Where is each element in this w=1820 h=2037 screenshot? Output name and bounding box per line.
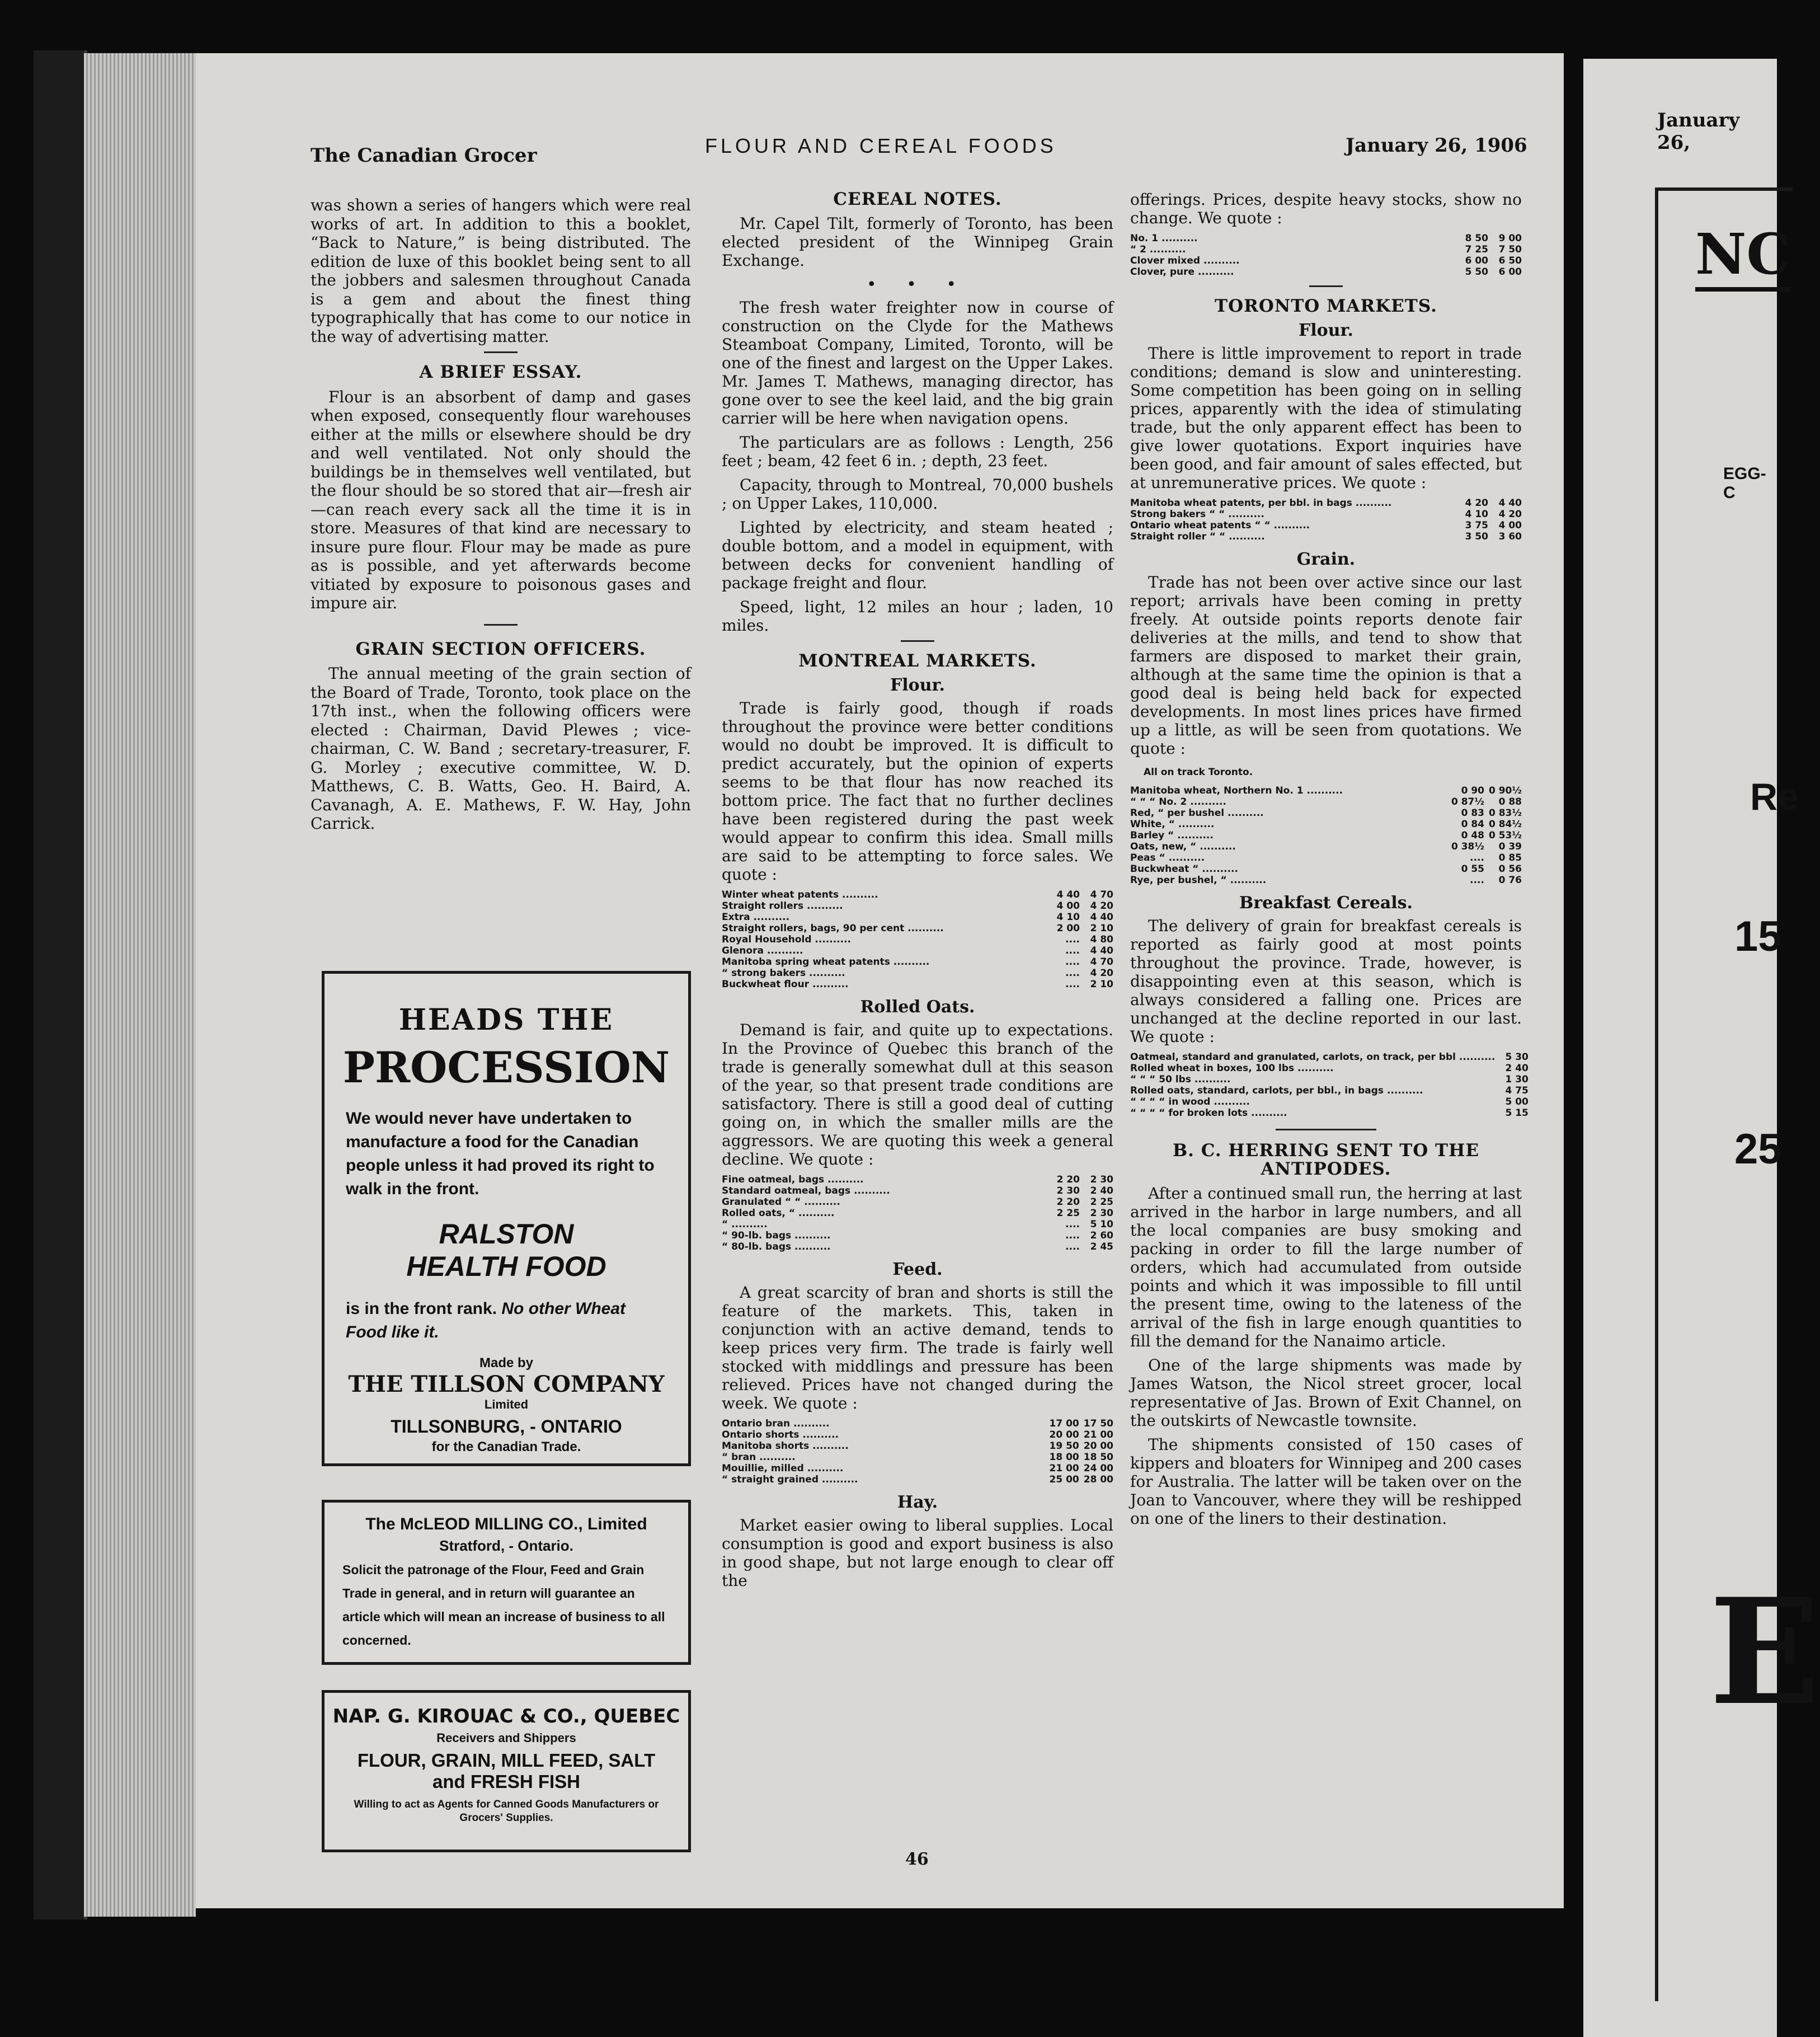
quote-label: Buckwheat “ .......... — [1130, 863, 1238, 875]
hay-continued: offerings. Prices, despite heavy stocks, show no change. We quote : — [1130, 190, 1522, 227]
intro-paragraph: was shown a series of hangers which were real works of art. In addition to this a booklet, “Back to Nature,” is being distributed. The edition de luxe of this booklet being sent to all the jobbers and salesmen throughout Canada is a gem and about the finest thing typographically that has come to our notice in the way of advertising matter. — [311, 196, 691, 346]
quote-label: Manitoba wheat patents, per bbl. in bags .......... — [1130, 497, 1392, 509]
column-2 — [722, 190, 1113, 1595]
quote-label: Clover mixed .......... — [1130, 255, 1240, 266]
mcleod-ad — [322, 1500, 691, 1665]
quote-row — [1130, 785, 1522, 796]
quote-row — [1130, 808, 1522, 819]
quote-label: “ straight grained .......... — [722, 1474, 858, 1485]
quote-row — [1130, 244, 1522, 255]
quote-label: “ 80-lb. bags .......... — [722, 1241, 831, 1252]
ad-body: We would never have undertaken to manufacture a food for the Canadian people unless it had proved its right to walk in the front. — [346, 1109, 655, 1198]
quote-price: 4 00 — [1498, 520, 1522, 531]
next-page-big-letter: E — [1709, 1567, 1820, 1738]
cereal-p5: Lighted by electricity, and steam heated ; double bottom, and a model in equipment, with between decks for convenient handling of package freight and flour. — [722, 518, 1113, 592]
herring-heading: B. C. HERRING SENT TO THE ANTIPODES. — [1172, 1140, 1480, 1179]
quote-price: 0 84½ — [1488, 819, 1522, 830]
quote-label: “ strong bakers .......... — [722, 968, 845, 979]
quote-price: 2 25 — [1090, 1196, 1113, 1208]
dot-separator: • • • — [866, 275, 969, 294]
mcleod-title: The McLEOD MILLING CO., Limited — [365, 1515, 647, 1533]
quote-price: 2 10 — [1090, 923, 1113, 934]
quote-row — [1130, 796, 1522, 808]
quote-label: Ontario wheat patents “ “ .......... — [1130, 520, 1310, 531]
quote-row — [1130, 852, 1522, 863]
quote-row — [1130, 1085, 1529, 1096]
quote-price — [1495, 1107, 1501, 1119]
quote-row — [722, 1196, 1113, 1208]
quote-label: Royal Household .......... — [722, 934, 852, 945]
rolled-oats-quotes — [722, 1174, 1113, 1252]
quote-label: “ .......... — [722, 1219, 768, 1230]
divider — [901, 640, 934, 642]
quote-label: Rolled wheat in boxes, 100 lbs .......... — [1130, 1063, 1334, 1074]
quote-price: .... — [1065, 934, 1080, 945]
quote-price — [1495, 1096, 1501, 1107]
quote-row — [722, 945, 1113, 956]
kirouac-sub: Receivers and Shippers — [436, 1731, 576, 1745]
grain-subhead: All on track Toronto. — [1144, 767, 1253, 778]
quote-row — [722, 956, 1113, 968]
column-3 — [1130, 190, 1529, 1533]
quote-price: 4 40 — [1090, 945, 1113, 956]
quote-row — [722, 1440, 1113, 1452]
montreal-flour-quotes — [722, 889, 1113, 990]
quote-label: “ “ “ “ for broken lots .......... — [1130, 1107, 1287, 1119]
page-number: 46 — [905, 1850, 929, 1869]
quote-price: 0 53½ — [1488, 830, 1522, 841]
quote-price: 28 00 — [1083, 1474, 1113, 1485]
quote-price: 0 83½ — [1488, 808, 1522, 819]
quote-price: 5 00 — [1505, 1096, 1529, 1107]
quote-price: 2 60 — [1090, 1230, 1113, 1241]
quote-label: Clover, pure .......... — [1130, 266, 1234, 278]
quote-label: Extra .......... — [722, 912, 790, 923]
grain-heading: Grain. — [1296, 550, 1356, 569]
quote-label: Strong bakers “ “ .......... — [1130, 509, 1264, 520]
quote-price — [1495, 1052, 1501, 1063]
quote-price: 0 76 — [1498, 875, 1522, 886]
rolled-oats-text: Demand is fair, and quite up to expectations. In the Province of Quebec this branch of the trade is generally somewhat dull at this season of the year, so that present trade conditions are satisfactory. There is still a good deal of cutting going on, in which the smaller mills are the aggressors. We are quoting this week a general decline. We quote : — [722, 1021, 1113, 1168]
toronto-flour-text: There is little improvement to report in trade conditions; demand is slow and uninteresting. Some competition has been going on in selling prices, apparently with the idea of stimulating trade, but the only apparent effect has been to give lower quotations. Export inquiries have been good, and fair amount of sales effected, but at unremunerative prices. We quote : — [1130, 344, 1522, 492]
quote-price: 4 40 — [1090, 912, 1113, 923]
quote-price: 0 56 — [1498, 863, 1522, 875]
quote-price: 3 75 — [1465, 520, 1488, 531]
quote-label: Winter wheat patents .......... — [722, 889, 878, 900]
quote-label: Rolled oats, standard, carlots, per bbl., in bags .......... — [1130, 1085, 1423, 1096]
ad-tagline: No other Wheat Food like it. — [346, 1299, 626, 1341]
page-edges — [84, 53, 196, 1917]
ralston-ad — [322, 971, 691, 1466]
quote-price: 18 50 — [1083, 1452, 1113, 1463]
quote-price: 6 00 — [1498, 266, 1522, 278]
quote-price: 4 40 — [1056, 889, 1080, 900]
quote-label: Mouillie, milled .......... — [722, 1463, 844, 1474]
essay-heading: A BRIEF ESSAY. — [419, 362, 582, 382]
quote-price: 18 00 — [1049, 1452, 1079, 1463]
feed-heading: Feed. — [892, 1260, 943, 1279]
hay-heading: Hay. — [897, 1492, 938, 1512]
ad-city: TILLSONBURG, - ONTARIO — [391, 1416, 622, 1437]
quote-price: 4 70 — [1090, 889, 1113, 900]
quote-price: 17 00 — [1049, 1418, 1079, 1429]
montreal-heading: MONTREAL MARKETS. — [798, 651, 1037, 671]
quote-price: 4 20 — [1465, 497, 1488, 509]
header-date: January 26, 1906 — [1346, 134, 1527, 157]
ad-product-1: RALSTON — [439, 1218, 574, 1250]
quote-row — [722, 889, 1113, 900]
ad-limited: Limited — [484, 1397, 529, 1411]
quote-price: 0 84 — [1461, 819, 1484, 830]
hay-text: Market easier owing to liberal supplies. Local consumption is good and export business is also in good shape, but not large enough to clear off the — [722, 1516, 1113, 1590]
quote-price: 20 00 — [1083, 1440, 1113, 1452]
next-page-re: Re — [1750, 776, 1799, 818]
next-page-header: January 26, — [1657, 109, 1740, 154]
quote-row — [1130, 819, 1522, 830]
header-section-title: FLOUR AND CEREAL FOODS — [705, 134, 1057, 157]
quote-price: 4 20 — [1090, 900, 1113, 912]
quote-price: 2 20 — [1056, 1174, 1080, 1185]
quote-price: 4 80 — [1090, 934, 1113, 945]
quote-price: 2 30 — [1056, 1185, 1080, 1196]
quote-price: 4 70 — [1090, 956, 1113, 968]
quote-label: Peas “ .......... — [1130, 852, 1205, 863]
quote-price: 4 20 — [1090, 968, 1113, 979]
grain-quotes — [1130, 785, 1522, 886]
quote-label: Standard oatmeal, bags .......... — [722, 1185, 890, 1196]
quote-row — [1130, 1107, 1529, 1119]
quote-label: Barley “ .......... — [1130, 830, 1214, 841]
quote-price: 0 83 — [1461, 808, 1484, 819]
kirouac-line1: FLOUR, GRAIN, MILL FEED, SALT — [357, 1750, 656, 1771]
cereal-p6: Speed, light, 12 miles an hour ; laden, 10 miles. — [722, 598, 1113, 635]
quote-price: 19 50 — [1049, 1440, 1079, 1452]
quote-row — [1130, 255, 1522, 266]
toronto-flour-quotes — [1130, 497, 1522, 542]
quote-row — [722, 1241, 1113, 1252]
essay-paragraph: Flour is an absorbent of damp and gases when exposed, consequently flour warehouses either at the mills or elsewhere should be dry and well ventilated. Not only should the buildings be in themselves well ventilated, but the flour should be so stored that air—fresh air—can reach every sack all the time it is in store. Measures of that kind are necessary to insure pure flour. Flour may be made as pure as is possible, and yet afterwards become vitiated by exposure to poisonous gases and impure air. — [311, 387, 691, 612]
quote-price: 0 90½ — [1488, 785, 1522, 796]
quote-price — [1495, 1074, 1501, 1085]
breakfast-heading: Breakfast Cereals. — [1239, 893, 1413, 913]
ad-procession: PROCESSION — [342, 1043, 670, 1092]
quote-row — [1130, 830, 1522, 841]
quote-price: .... — [1065, 968, 1080, 979]
kirouac-note: Willing to act as Agents for Canned Goods Manufacturers or Grocers' Supplies. — [354, 1799, 659, 1824]
quote-label: “ 90-lb. bags .......... — [722, 1230, 831, 1241]
next-page-letters: NC — [1695, 221, 1791, 292]
grain-officers-paragraph: The annual meeting of the grain section of the Board of Trade, Toronto, took place on the 17th inst., when the following officers were elected : Chairman, David Plewes ; vice-chairman, C. W. Band ; secretary-treasurer, F. G. Morley ; executive committee, W. D. Matthews, C. B. Watts, Geo. H. Baird, A. Cavanagh, A. E. Mathews, F. W. Hay, John Carrick. — [311, 664, 691, 833]
quote-row — [1130, 1096, 1529, 1107]
ad-heads-the: HEADS THE — [398, 1003, 614, 1037]
divider — [1276, 1129, 1376, 1130]
feed-text: A great scarcity of bran and shorts is still the feature of the markets. This, taken in conjunction with an active demand, tends to keep prices very firm. The trade is fairly well stocked with middlings and pressure has been relieved. Prices have not changed during the week. We quote : — [722, 1283, 1113, 1412]
divider — [1309, 285, 1343, 287]
quote-row — [722, 1452, 1113, 1463]
grain-officers-heading: GRAIN SECTION OFFICERS. — [355, 639, 646, 659]
quote-price: .... — [1470, 852, 1484, 863]
quote-price: .... — [1065, 1241, 1080, 1252]
ad-rank-line — [325, 1297, 688, 1344]
quote-price: 21 00 — [1049, 1463, 1079, 1474]
quote-label: Oats, new, “ .......... — [1130, 841, 1236, 852]
quote-price: .... — [1065, 1219, 1080, 1230]
quote-label: Rye, per bushel, “ .......... — [1130, 875, 1267, 886]
ad-product-2: HEALTH FOOD — [406, 1251, 606, 1282]
quote-price: .... — [1470, 875, 1484, 886]
cereal-notes-heading: CEREAL NOTES. — [833, 189, 1002, 209]
quote-row — [722, 900, 1113, 912]
quote-price: 2 00 — [1056, 923, 1080, 934]
quote-price: 2 30 — [1090, 1208, 1113, 1219]
quote-price: 25 00 — [1049, 1474, 1079, 1485]
quote-price: 7 25 — [1465, 244, 1488, 255]
quote-row — [722, 1418, 1113, 1429]
montreal-flour-text: Trade is fairly good, though if roads throughout the province were better conditions would no doubt be improved. It is difficult to predict accurately, but the opinion of experts seems to be that flour has now reached its bottom price. The fact that no further declines have been registered during the past week would appear to confirm this idea. Small mills are said to be attempting to force sales. We quote : — [722, 699, 1113, 884]
feed-quotes — [722, 1418, 1113, 1485]
quote-row — [722, 912, 1113, 923]
quote-price: 5 50 — [1465, 266, 1488, 278]
toronto-flour-heading: Flour. — [1298, 321, 1353, 340]
quote-row — [722, 1429, 1113, 1440]
quote-row — [722, 1185, 1113, 1196]
quote-price: 2 20 — [1056, 1196, 1080, 1208]
quote-label: Straight rollers, bags, 90 per cent .......... — [722, 923, 944, 934]
quote-price: .... — [1065, 945, 1080, 956]
column-1 — [311, 196, 691, 839]
quote-price: .... — [1065, 956, 1080, 968]
quote-price: .... — [1065, 979, 1080, 990]
quote-row — [722, 1208, 1113, 1219]
quote-row — [722, 1474, 1113, 1485]
quote-label: White, “ .......... — [1130, 819, 1215, 830]
quote-price: 0 90 — [1461, 785, 1484, 796]
quote-label: Ontario bran .......... — [722, 1418, 830, 1429]
cereal-p4: Capacity, through to Montreal, 70,000 bushels ; on Upper Lakes, 110,000. — [722, 476, 1113, 513]
quote-price: 0 85 — [1498, 852, 1522, 863]
ad-trade: for the Canadian Trade. — [431, 1439, 581, 1454]
quote-label: “ 2 .......... — [1130, 244, 1186, 255]
quote-price: 5 10 — [1090, 1219, 1113, 1230]
quote-label: Ontario shorts .......... — [722, 1429, 839, 1440]
quote-price: 4 75 — [1505, 1085, 1529, 1096]
quote-price: 2 45 — [1090, 1241, 1113, 1252]
herring-p1: After a continued small run, the herring at last arrived in the harbor in large numbers, and all the local companies are busy smoking and packing in order to fill the large number of orders, which had accumulated from outside points and which it was impossible to fill until the present time, owing to the lateness of the arrival of the fish in large enough quantities to fill the demand for the Nanaimo article. — [1130, 1184, 1522, 1350]
toronto-heading: TORONTO MARKETS. — [1215, 296, 1437, 316]
quote-price: 24 00 — [1083, 1463, 1113, 1474]
quote-row — [1130, 841, 1522, 852]
mcleod-body: Solicit the patronage of the Flour, Feed and Grain Trade in general, and in return will guarantee an article which will mean an increase of business to all concerned. — [342, 1562, 665, 1648]
montreal-flour-heading: Flour. — [890, 675, 945, 695]
quote-price: 0 48 — [1461, 830, 1484, 841]
quote-label: Fine oatmeal, bags .......... — [722, 1174, 864, 1185]
quote-label: Straight rollers .......... — [722, 900, 843, 912]
breakfast-text: The delivery of grain for breakfast cereals is reported as fairly good at most points throughout the province. Trade, however, is disappointing even at this season, which is always considered a falling one. Prices are unchanged at the decline reported in our last. We quote : — [1130, 917, 1522, 1046]
herring-p3: The shipments consisted of 150 cases of kippers and bloaters for Winnipeg and 200 cases for Australia. The latter will be taken over on the Joan to Vancouver, where they will be reshipped on one of the liners to their destination. — [1130, 1435, 1522, 1528]
quote-price: 2 30 — [1090, 1174, 1113, 1185]
quote-label: “ “ “ 50 lbs .......... — [1130, 1074, 1231, 1085]
cereal-p1: Mr. Capel Tilt, formerly of Toronto, has been elected president of the Winnipeg Grain Exchange. — [722, 214, 1113, 270]
cereal-p3: The particulars are as follows : Length, 256 feet ; beam, 42 feet 6 in. ; depth, 23 feet. — [722, 433, 1113, 470]
quote-price: 4 00 — [1056, 900, 1080, 912]
quote-price: 4 10 — [1465, 509, 1488, 520]
quote-price: .... — [1065, 1230, 1080, 1241]
header-publication: The Canadian Grocer — [311, 144, 537, 167]
quote-price: 5 30 — [1505, 1052, 1529, 1063]
quote-price: 0 55 — [1461, 863, 1484, 875]
quote-price: 1 30 — [1505, 1074, 1529, 1085]
quote-row — [1130, 520, 1522, 531]
quote-price: 6 50 — [1498, 255, 1522, 266]
kirouac-line2: and FRESH FISH — [432, 1771, 581, 1792]
quote-price: 8 50 — [1465, 233, 1488, 244]
quote-label: Buckwheat flour .......... — [722, 979, 849, 990]
quote-label: “ “ “ “ in wood .......... — [1130, 1096, 1250, 1107]
quote-label: Glenora .......... — [722, 945, 803, 956]
breakfast-quotes — [1130, 1052, 1529, 1119]
quote-price: 5 15 — [1505, 1107, 1529, 1119]
quote-row — [1130, 233, 1522, 244]
quote-row — [1130, 1063, 1529, 1074]
next-page-25: 25 — [1734, 1125, 1782, 1173]
quote-row — [1130, 1052, 1529, 1063]
quote-row — [722, 1174, 1113, 1185]
grain-text: Trade has not been over active since our last report; arrivals have been coming in pretty freely. At outside points reports denote fair deliveries at the mills, and tend to show that farmers are disposed to market their grain, although at the same time the opinion is that a good deal is being held back for expected developments. In most lines prices have firmed up a little, as will be seen from quotations. We quote : — [1130, 573, 1522, 758]
herring-p2: One of the large shipments was made by James Watson, the Nicol street grocer, local representative of Jas. Brown of Exit Channel, on the outskirts of Newcastle townsite. — [1130, 1356, 1522, 1430]
quote-label: Manitoba wheat, Northern No. 1 .......... — [1130, 785, 1343, 796]
quote-price: 3 50 — [1465, 531, 1488, 542]
quote-row — [1130, 266, 1522, 278]
quote-row — [722, 979, 1113, 990]
ad-made-by: Made by — [479, 1355, 534, 1370]
quote-price: 2 40 — [1505, 1063, 1529, 1074]
divider — [484, 624, 518, 626]
quote-price: 0 87½ — [1451, 796, 1484, 808]
quote-price: 2 40 — [1090, 1185, 1113, 1196]
quote-price: 0 39 — [1498, 841, 1522, 852]
hay-quotes — [1130, 233, 1522, 278]
quote-label: Red, “ per bushel .......... — [1130, 808, 1264, 819]
divider — [484, 351, 518, 353]
quote-row — [722, 1230, 1113, 1241]
quote-price: 0 88 — [1498, 796, 1522, 808]
rolled-oats-heading: Rolled Oats. — [860, 997, 975, 1017]
next-page-egg: EGG-C — [1723, 464, 1766, 502]
quote-row — [722, 968, 1113, 979]
quote-price: 2 25 — [1056, 1208, 1080, 1219]
quote-price: 7 50 — [1498, 244, 1522, 255]
quote-price — [1495, 1085, 1501, 1096]
quote-row — [1130, 531, 1522, 542]
quote-row — [722, 934, 1113, 945]
quote-label: Oatmeal, standard and granulated, carlots, on track, per bbl .......... — [1130, 1052, 1495, 1063]
quote-price: 0 38½ — [1451, 841, 1484, 852]
quote-price: 4 10 — [1056, 912, 1080, 923]
quote-row — [1130, 1074, 1529, 1085]
quote-price: 3 60 — [1498, 531, 1522, 542]
quote-row — [722, 923, 1113, 934]
quote-row — [722, 1463, 1113, 1474]
quote-price: 9 00 — [1498, 233, 1522, 244]
quote-price: 4 40 — [1498, 497, 1522, 509]
quote-label: “ bran .......... — [722, 1452, 796, 1463]
quote-price — [1495, 1063, 1501, 1074]
quote-label: Granulated “ “ .......... — [722, 1196, 840, 1208]
mcleod-city: Stratford, - Ontario. — [439, 1537, 573, 1554]
ad-company: THE TILLSON COMPANY — [348, 1371, 665, 1397]
quote-label: Manitoba spring wheat patents .......... — [722, 956, 930, 968]
quote-price: 2 10 — [1090, 979, 1113, 990]
quote-label: Straight roller “ “ .......... — [1130, 531, 1265, 542]
cereal-p2: The fresh water freighter now in course of construction on the Clyde for the Mathews Steamboat Company, Limited, Toronto, will be one of the finest and largest on the Upper Lakes. Mr. James T. Mathews, managing director, has gone over to see the keel laid, and the big grain carrier will be here when navigation opens. — [722, 298, 1113, 428]
quote-price: 6 00 — [1465, 255, 1488, 266]
quote-row — [1130, 509, 1522, 520]
quote-row — [1130, 863, 1522, 875]
book-binding — [34, 50, 87, 1919]
quote-row — [722, 1219, 1113, 1230]
quote-price: 20 00 — [1049, 1429, 1079, 1440]
quote-label: Manitoba shorts .......... — [722, 1440, 849, 1452]
quote-price: 21 00 — [1083, 1429, 1113, 1440]
quote-row — [1130, 497, 1522, 509]
quote-label: “ “ “ No. 2 .......... — [1130, 796, 1226, 808]
kirouac-ad — [322, 1690, 691, 1852]
quote-price: 17 50 — [1083, 1418, 1113, 1429]
quote-label: Rolled oats, “ .......... — [722, 1208, 835, 1219]
quote-row — [1130, 875, 1522, 886]
quote-price: 4 20 — [1498, 509, 1522, 520]
ad-rank: is in the front rank. — [346, 1299, 497, 1318]
next-page-15: 15 — [1734, 913, 1782, 960]
kirouac-title: NAP. G. KIROUAC & CO., QUEBEC — [332, 1705, 680, 1728]
quote-label: No. 1 .......... — [1130, 233, 1198, 244]
